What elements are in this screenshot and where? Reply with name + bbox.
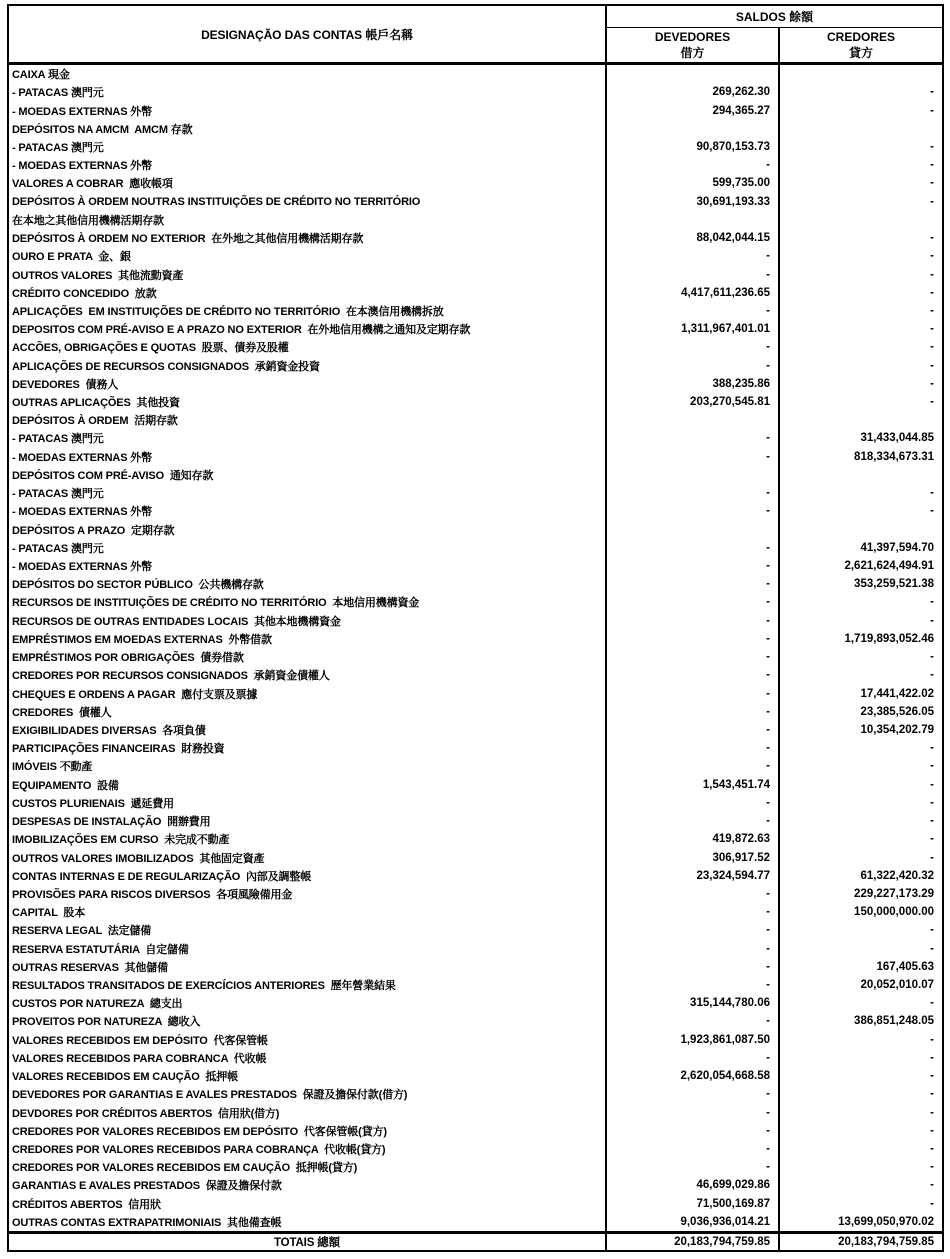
table-row — [9, 265, 942, 283]
table-row — [9, 65, 942, 83]
table-row — [9, 502, 942, 520]
devedores-value: - — [607, 593, 780, 611]
credores-value — [780, 520, 942, 538]
table-row — [9, 83, 942, 101]
account-label: RECURSOS DE INSTITUIÇÕES DE CRÉDITO NO TERRITÓRIO 本地信用機構資金 — [9, 593, 607, 611]
table-row — [9, 703, 942, 721]
credores-value: - — [930, 396, 934, 409]
devedores-value: - — [607, 812, 780, 830]
credores-value: 10,354,202.79 — [860, 723, 934, 736]
account-label: EMPRÉSTIMOS EM MOEDAS EXTERNAS 外幣借款 — [9, 630, 607, 648]
credores-value: - — [930, 140, 934, 153]
devedores-value: 71,500,169.87 — [607, 1195, 780, 1213]
account-label: CREDORES POR VALORES RECEBIDOS EM DEPÓSITO 代客保管帳(貸方) — [9, 1122, 607, 1140]
account-label: - MOEDAS EXTERNAS 外幣 — [9, 448, 607, 466]
devedores-value: 1,311,967,401.01 — [607, 320, 780, 338]
account-label: DEPOSITOS COM PRÉ-AVISO E A PRAZO NO EXTERIOR 在外地信用機構之通知及定期存款 — [9, 320, 607, 338]
credores-value: 167,405.63 — [876, 960, 934, 973]
account-label: EMPRÉSTIMOS POR OBRIGAÇÕES 債券借款 — [9, 648, 607, 666]
credores-value: - — [930, 1179, 934, 1192]
devedores-value: 388,235.86 — [607, 375, 780, 393]
account-label: OUTROS VALORES 其他流動資產 — [9, 265, 607, 283]
table-row — [9, 448, 942, 466]
devedores-value: - — [607, 739, 780, 757]
table-row — [9, 994, 942, 1012]
account-label: DEPÓSITOS COM PRÉ-AVISO 通知存款 — [9, 466, 607, 484]
credores-value: 150,000,000.00 — [854, 906, 934, 919]
account-label: CREDORES POR VALORES RECEBIDOS PARA COBRANÇA 代收帳(貸方) — [9, 1140, 607, 1158]
credores-value: - — [930, 341, 934, 354]
credores-value: - — [930, 1070, 934, 1083]
table-row — [9, 830, 942, 848]
credores-value: - — [930, 250, 934, 263]
devedores-value: - — [607, 794, 780, 812]
credores-value — [780, 466, 942, 484]
account-label: OUTRAS RESERVAS 其他儲備 — [9, 958, 607, 976]
credores-value — [780, 120, 942, 138]
account-label: GARANTIAS E AVALES PRESTADOS 保證及擔保付款 — [9, 1176, 607, 1194]
account-label: CONTAS INTERNAS E DE REGULARIZAÇÃO 內部及調整帳 — [9, 867, 607, 885]
table-row — [9, 976, 942, 994]
devedores-value: - — [607, 903, 780, 921]
credores-value: 818,334,673.31 — [854, 450, 934, 463]
account-label: VALORES RECEBIDOS PARA COBRANCA 代收帳 — [9, 1049, 607, 1067]
account-label: PARTICIPAÇÕES FINANCEIRAS 財務投資 — [9, 739, 607, 757]
table-row — [9, 630, 942, 648]
table-row — [9, 612, 942, 630]
account-label: PROVISÕES PARA RISCOS DIVERSOS 各項風險備用金 — [9, 885, 607, 903]
table-row — [9, 1085, 942, 1103]
table-row — [9, 1031, 942, 1049]
account-label: DEPÓSITOS À ORDEM NOUTRAS INSTITUIÇÕES DE CRÉDITO NO TERRITÓRIO — [9, 193, 607, 211]
devedores-value: - — [607, 630, 780, 648]
table-row — [9, 940, 942, 958]
table-row — [9, 666, 942, 684]
devedores-value: - — [607, 338, 780, 356]
account-label: IMOBILIZAÇÕES EM CURSO 未完成不動產 — [9, 830, 607, 848]
devedores-value: - — [607, 1122, 780, 1140]
table-row — [9, 593, 942, 611]
table-row — [9, 921, 942, 939]
credores-value: - — [930, 86, 934, 99]
table-row — [9, 958, 942, 976]
column-header-credores — [780, 28, 942, 62]
devedores-value: - — [607, 648, 780, 666]
column-header-designation: DESIGNAÇÃO DAS CONTAS 帳戶名稱 — [9, 6, 607, 62]
table-row — [9, 229, 942, 247]
devedores-value: - — [607, 357, 780, 375]
credores-value — [780, 65, 942, 83]
devedores-value — [607, 520, 780, 538]
table-row — [9, 794, 942, 812]
credores-value: - — [930, 1197, 934, 1210]
credores-value: - — [930, 651, 934, 664]
devedores-value: 419,872.63 — [607, 830, 780, 848]
credores-value: 61,322,420.32 — [860, 869, 934, 882]
devedores-value: 599,735.00 — [607, 174, 780, 192]
saldos-subcolumns — [607, 28, 942, 62]
account-label: APLICAÇÕES DE RECURSOS CONSIGNADOS 承銷資金投資 — [9, 357, 607, 375]
account-label: CRÉDITOS ABERTOS 信用狀 — [9, 1195, 607, 1213]
credores-value: - — [930, 1088, 934, 1101]
account-label: CREDORES 債權人 — [9, 703, 607, 721]
credores-label: CREDORES — [826, 30, 895, 44]
column-header-devedores — [607, 28, 780, 62]
credores-value: - — [930, 924, 934, 937]
account-label: RESERVA ESTATUTÁRIA 自定儲備 — [9, 940, 607, 958]
table-row — [9, 101, 942, 119]
credores-value: - — [930, 286, 934, 299]
devedores-value: - — [607, 958, 780, 976]
credores-value: - — [930, 323, 934, 336]
table-row — [9, 174, 942, 192]
credores-value: - — [930, 304, 934, 317]
table-row — [9, 1103, 942, 1121]
credores-value: - — [930, 1124, 934, 1137]
totals-label: TOTAIS 總額 — [9, 1234, 607, 1250]
table-row — [9, 466, 942, 484]
table-row — [9, 320, 942, 338]
account-label: DEVEDORES 債務人 — [9, 375, 607, 393]
credores-value: - — [930, 487, 934, 500]
table-row — [9, 848, 942, 866]
table-row — [9, 739, 942, 757]
account-label: - PATACAS 澳門元 — [9, 539, 607, 557]
credores-value: 17,441,422.02 — [860, 687, 934, 700]
devedores-value: 1,543,451.74 — [607, 776, 780, 794]
devedores-value: - — [607, 721, 780, 739]
account-label: VALORES RECEBIDOS EM DEPÓSITO 代客保管帳 — [9, 1031, 607, 1049]
table-body — [9, 65, 942, 1231]
devedores-value: - — [607, 1140, 780, 1158]
account-label: CAPITAL 股本 — [9, 903, 607, 921]
devedores-value: - — [607, 1085, 780, 1103]
devedores-value — [607, 65, 780, 83]
credores-value: - — [930, 377, 934, 390]
devedores-value: - — [607, 976, 780, 994]
saldos-header-group — [607, 6, 942, 62]
account-label: DEVEDORES POR GARANTIAS E AVALES PRESTADOS 保證及擔保付款(借方) — [9, 1085, 607, 1103]
credores-value: - — [930, 815, 934, 828]
table-row — [9, 193, 942, 211]
account-label: IMÓVEIS 不動產 — [9, 757, 607, 775]
table-row — [9, 885, 942, 903]
table-row — [9, 393, 942, 411]
credores-value: - — [930, 195, 934, 208]
devedores-value: - — [607, 156, 780, 174]
credores-value: 1,719,893,052.46 — [844, 632, 934, 645]
table-row — [9, 648, 942, 666]
devedores-value: - — [607, 1012, 780, 1030]
table-row — [9, 520, 942, 538]
table-row — [9, 1012, 942, 1030]
credores-value: 41,397,594.70 — [860, 541, 934, 554]
account-label: OUTRAS CONTAS EXTRAPATRIMONIAIS 其他備查帳 — [9, 1213, 607, 1231]
table-row — [9, 284, 942, 302]
account-label: - PATACAS 澳門元 — [9, 429, 607, 447]
account-label: VALORES RECEBIDOS EM CAUÇÃO 抵押帳 — [9, 1067, 607, 1085]
credores-value: - — [930, 778, 934, 791]
table-row — [9, 867, 942, 885]
totals-credores-value: 20,183,794,759.85 — [838, 1236, 934, 1248]
credores-value: - — [930, 760, 934, 773]
account-label: - PATACAS 澳門元 — [9, 484, 607, 502]
totals-row — [9, 1231, 942, 1250]
account-label: DEPÓSITOS À ORDEM NO EXTERIOR 在外地之其他信用機構活期存款 — [9, 229, 607, 247]
credores-value: - — [930, 669, 934, 682]
credores-value: - — [930, 104, 934, 117]
devedores-value: - — [607, 247, 780, 265]
credores-value: - — [930, 505, 934, 518]
devedores-value: - — [607, 302, 780, 320]
account-label: RECURSOS DE OUTRAS ENTIDADES LOCAIS 其他本地機構資金 — [9, 612, 607, 630]
credores-value: 353,259,521.38 — [854, 578, 934, 591]
credores-value: 386,851,248.05 — [854, 1015, 934, 1028]
credores-value: - — [930, 159, 934, 172]
account-label: VALORES A COBRAR 應收帳項 — [9, 174, 607, 192]
devedores-value: 315,144,780.06 — [607, 994, 780, 1012]
devedores-value: 30,691,193.33 — [607, 193, 780, 211]
devedores-value: - — [607, 885, 780, 903]
table-row — [9, 429, 942, 447]
table-row — [9, 721, 942, 739]
devedores-value: - — [607, 757, 780, 775]
table-row — [9, 575, 942, 593]
devedores-value: - — [607, 1103, 780, 1121]
account-label: - MOEDAS EXTERNAS 外幣 — [9, 156, 607, 174]
credores-value: 23,385,526.05 — [860, 705, 934, 718]
devedores-value: - — [607, 684, 780, 702]
devedores-value: - — [607, 557, 780, 575]
table-row — [9, 338, 942, 356]
devedores-label-cjk: 借方 — [680, 46, 705, 60]
credores-value: - — [930, 614, 934, 627]
credores-value: - — [930, 359, 934, 372]
devedores-value: - — [607, 940, 780, 958]
credores-value: - — [930, 1033, 934, 1046]
account-label: APLICAÇÕES EM INSTITUIÇÕES DE CRÉDITO NO TERRITÓRIO 在本澳信用機構拆放 — [9, 302, 607, 320]
devedores-value: - — [607, 921, 780, 939]
credores-value: - — [930, 232, 934, 245]
credores-value: 229,227,173.29 — [854, 887, 934, 900]
table-row — [9, 1158, 942, 1176]
credores-value — [780, 211, 942, 229]
account-label: ACCÕES, OBRIGAÇÕES E QUOTAS 股票、債券及股權 — [9, 338, 607, 356]
accounts-table — [7, 4, 944, 1252]
credores-value: - — [930, 796, 934, 809]
credores-value: - — [930, 942, 934, 955]
credores-value: - — [930, 1143, 934, 1156]
devedores-value: - — [607, 1158, 780, 1176]
devedores-value: - — [607, 612, 780, 630]
account-label: CRÉDITO CONCEDIDO 放款 — [9, 284, 607, 302]
account-label: DEPÓSITOS DO SECTOR PÚBLICO 公共機構存款 — [9, 575, 607, 593]
devedores-value: - — [607, 666, 780, 684]
devedores-value: - — [607, 448, 780, 466]
devedores-value — [607, 120, 780, 138]
credores-value: - — [930, 177, 934, 190]
credores-value: - — [930, 851, 934, 864]
devedores-value — [607, 211, 780, 229]
account-label: CUSTOS PLURIENAIS 遞延費用 — [9, 794, 607, 812]
account-label: OUTRAS APLICAÇÕES 其他投資 — [9, 393, 607, 411]
column-header-saldos: SALDOS 餘額 — [607, 6, 942, 28]
devedores-value: - — [607, 484, 780, 502]
devedores-value: 203,270,545.81 — [607, 393, 780, 411]
devedores-value — [607, 411, 780, 429]
devedores-value: - — [607, 429, 780, 447]
table-row — [9, 539, 942, 557]
table-row — [9, 138, 942, 156]
table-row — [9, 1067, 942, 1085]
table-row — [9, 557, 942, 575]
account-label: DEPÓSITOS A PRAZO 定期存款 — [9, 520, 607, 538]
devedores-value: 88,042,044.15 — [607, 229, 780, 247]
account-label: DEPÓSITOS NA AMCM AMCM 存款 — [9, 120, 607, 138]
account-label: CUSTOS POR NATUREZA 總支出 — [9, 994, 607, 1012]
table-row — [9, 375, 942, 393]
devedores-value: 4,417,611,236.65 — [607, 284, 780, 302]
account-label: EQUIPAMENTO 設備 — [9, 776, 607, 794]
devedores-value: 269,262.30 — [607, 83, 780, 101]
table-row — [9, 211, 942, 229]
devedores-value: - — [607, 265, 780, 283]
devedores-value: - — [607, 539, 780, 557]
table-row — [9, 1213, 942, 1231]
account-label: DESPESAS DE INSTALAÇÃO 開辦費用 — [9, 812, 607, 830]
table-row — [9, 1049, 942, 1067]
devedores-value: 306,917.52 — [607, 848, 780, 866]
credores-value: - — [930, 1051, 934, 1064]
credores-value — [780, 411, 942, 429]
table-row — [9, 812, 942, 830]
table-row — [9, 776, 942, 794]
devedores-value: - — [607, 575, 780, 593]
account-label: 在本地之其他信用機構活期存款 — [9, 211, 607, 229]
credores-value: - — [930, 596, 934, 609]
devedores-value: 23,324,594.77 — [607, 867, 780, 885]
account-label: - MOEDAS EXTERNAS 外幣 — [9, 557, 607, 575]
table-row — [9, 903, 942, 921]
account-label: EXIGIBILIDADES DIVERSAS 各項負債 — [9, 721, 607, 739]
account-label: - MOEDAS EXTERNAS 外幣 — [9, 502, 607, 520]
table-row — [9, 156, 942, 174]
table-row — [9, 1176, 942, 1194]
account-label: - MOEDAS EXTERNAS 外幣 — [9, 101, 607, 119]
credores-label-cjk: 貸方 — [848, 46, 873, 60]
table-row — [9, 684, 942, 702]
account-label: DEPÓSITOS À ORDEM 活期存款 — [9, 411, 607, 429]
account-label: PROVEITOS POR NATUREZA 總收入 — [9, 1012, 607, 1030]
account-label: - PATACAS 澳門元 — [9, 83, 607, 101]
account-label: CHEQUES E ORDENS A PAGAR 應付支票及票據 — [9, 684, 607, 702]
table-row — [9, 484, 942, 502]
table-row — [9, 1122, 942, 1140]
credores-value: - — [930, 268, 934, 281]
devedores-value: 1,923,861,087.50 — [607, 1031, 780, 1049]
table-row — [9, 120, 942, 138]
devedores-value: 2,620,054,668.58 — [607, 1067, 780, 1085]
devedores-value: - — [607, 703, 780, 721]
account-label: OUTROS VALORES IMOBILIZADOS 其他固定資產 — [9, 848, 607, 866]
credores-value: 2,621,624,494.91 — [844, 560, 934, 573]
devedores-value: - — [607, 502, 780, 520]
table-row — [9, 1140, 942, 1158]
table-row — [9, 1195, 942, 1213]
account-label: CREDORES POR RECURSOS CONSIGNADOS 承銷資金債權人 — [9, 666, 607, 684]
credores-value: 20,052,010.07 — [860, 979, 934, 992]
table-row — [9, 302, 942, 320]
account-label: OURO E PRATA 金、銀 — [9, 247, 607, 265]
devedores-value — [607, 466, 780, 484]
table-row — [9, 411, 942, 429]
account-label: RESERVA LEGAL 法定儲備 — [9, 921, 607, 939]
credores-value: 13,699,050,970.02 — [838, 1215, 934, 1228]
devedores-value: 46,699,029.86 — [607, 1176, 780, 1194]
account-label: - PATACAS 澳門元 — [9, 138, 607, 156]
account-label: CREDORES POR VALORES RECEBIDOS EM CAUÇÃO 抵押帳(貸方) — [9, 1158, 607, 1176]
account-label: CAIXA 現金 — [9, 65, 607, 83]
table-header — [9, 6, 942, 65]
table-row — [9, 247, 942, 265]
devedores-value: 9,036,936,014.21 — [607, 1213, 780, 1231]
account-label: DEVDORES POR CRÉDITOS ABERTOS 信用狀(借方) — [9, 1103, 607, 1121]
credores-value: - — [930, 742, 934, 755]
credores-value: - — [930, 997, 934, 1010]
credores-value: - — [930, 833, 934, 846]
devedores-value: - — [607, 1049, 780, 1067]
devedores-value: 294,365.27 — [607, 101, 780, 119]
totals-devedores-value: 20,183,794,759.85 — [607, 1234, 780, 1250]
credores-value: - — [930, 1161, 934, 1174]
devedores-label: DEVEDORES — [654, 30, 731, 44]
table-row — [9, 357, 942, 375]
credores-value: - — [930, 1106, 934, 1119]
account-label: RESULTADOS TRANSITADOS DE EXERCÍCIOS ANTERIORES 歷年營業結果 — [9, 976, 607, 994]
credores-value: 31,433,044.85 — [860, 432, 934, 445]
table-row — [9, 757, 942, 775]
devedores-value: 90,870,153.73 — [607, 138, 780, 156]
